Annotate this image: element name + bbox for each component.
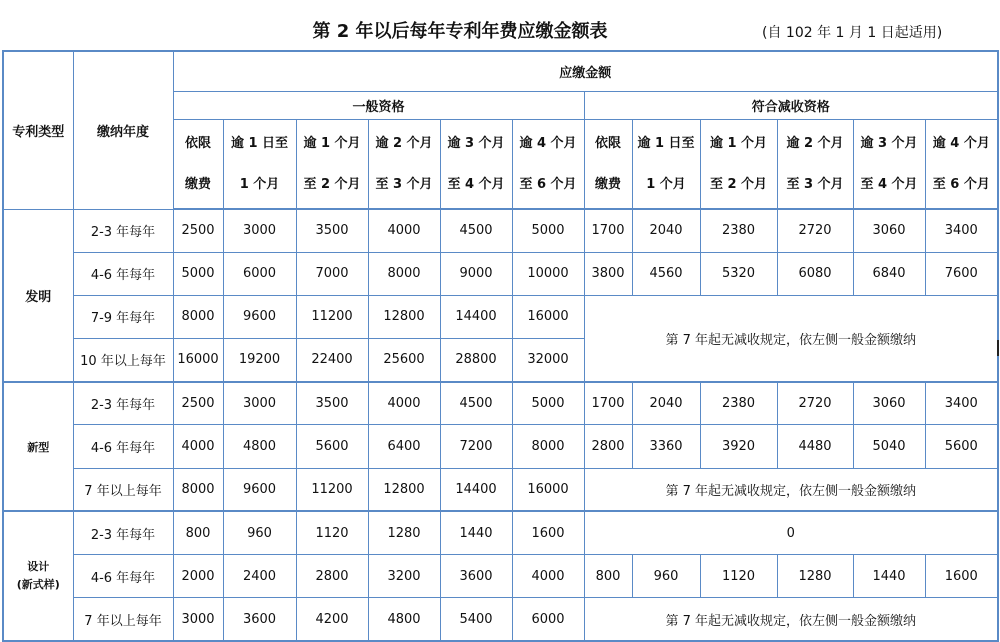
reduced-fee-cell: 3800 — [584, 252, 632, 295]
general-fee-cell: 2500 — [173, 382, 223, 425]
period-line2: 1 个月 — [646, 176, 686, 192]
general-fee-cell: 11200 — [296, 295, 368, 338]
reduced-fee-cell: 2720 — [777, 209, 853, 252]
period-line1: 逾 2 个月 — [786, 135, 844, 151]
no-reduction-note: 第 7 年起无减收规定，依左侧一般金额缴纳 — [584, 295, 998, 381]
general-fee-cell: 16000 — [173, 339, 223, 382]
reduced-fee-cell: 3360 — [632, 425, 700, 468]
general-fee-cell: 8000 — [512, 425, 584, 468]
general-fee-cell: 1600 — [512, 511, 584, 554]
period-line2: 至 4 个月 — [447, 176, 505, 192]
general-fee-cell: 6000 — [223, 252, 296, 295]
patent-type-invention: 发明 — [3, 209, 73, 382]
general-fee-cell: 1280 — [368, 511, 440, 554]
general-fee-cell: 2800 — [296, 555, 368, 598]
general-fee-cell: 3000 — [223, 382, 296, 425]
period-line1: 逾 1 日至 — [230, 135, 289, 151]
general-fee-cell: 4000 — [368, 382, 440, 425]
general-fee-cell: 3600 — [440, 555, 512, 598]
reduced-fee-cell: 2380 — [700, 209, 777, 252]
reduced-fee-cell: 3400 — [925, 382, 998, 425]
reduced-fee-cell: 1440 — [853, 555, 925, 598]
fee-table — [2, 50, 999, 642]
period-header — [700, 119, 777, 209]
period-line2: 至 4 个月 — [860, 176, 918, 192]
general-fee-cell: 5600 — [296, 425, 368, 468]
effective-date-note: (自 102 年 1 月 1 日起适用) — [762, 25, 943, 41]
period-line1: 逾 1 日至 — [637, 135, 695, 151]
reduced-fee-cell: 1700 — [584, 382, 632, 425]
general-fee-cell: 5000 — [173, 252, 223, 295]
patent-type-utility-model: 新型 — [3, 382, 73, 512]
period-line1: 逾 2 个月 — [375, 135, 433, 151]
general-fee-cell: 4500 — [440, 382, 512, 425]
general-fee-cell: 2500 — [173, 209, 223, 252]
payment-year-label: 2-3 年每年 — [73, 209, 173, 252]
general-fee-cell: 22400 — [296, 339, 368, 382]
period-header — [925, 119, 998, 209]
general-fee-cell: 19200 — [223, 339, 296, 382]
general-fee-cell: 14400 — [440, 295, 512, 338]
period-header — [440, 119, 512, 209]
payment-year-label: 4-6 年每年 — [73, 252, 173, 295]
payment-year-header: 缴纳年度 — [73, 51, 173, 209]
reduced-fee-cell: 4480 — [777, 425, 853, 468]
general-fee-cell: 3000 — [223, 209, 296, 252]
general-fee-cell: 8000 — [173, 468, 223, 511]
reduced-fee-cell: 1700 — [584, 209, 632, 252]
period-header — [777, 119, 853, 209]
reduced-fee-cell: 7600 — [925, 252, 998, 295]
general-fee-cell: 4800 — [223, 425, 296, 468]
payment-year-label: 7 年以上每年 — [73, 468, 173, 511]
table-row — [3, 511, 998, 554]
general-qualification-header: 一般资格 — [173, 91, 584, 119]
patent-type-header: 专利类型 — [3, 51, 73, 209]
patent-type-design-label: 设计 — [27, 560, 50, 574]
period-line1: 逾 4 个月 — [519, 135, 577, 151]
period-header — [368, 119, 440, 209]
period-line1: 依限 — [594, 135, 621, 151]
reduced-fee-cell: 3060 — [853, 382, 925, 425]
general-fee-cell: 9600 — [223, 468, 296, 511]
payment-year-label: 2-3 年每年 — [73, 382, 173, 425]
payment-year-label: 4-6 年每年 — [73, 425, 173, 468]
reduced-fee-cell: 1600 — [925, 555, 998, 598]
period-line1: 逾 1 个月 — [303, 135, 361, 151]
general-fee-cell: 1120 — [296, 511, 368, 554]
reduced-fee-cell: 2800 — [584, 425, 632, 468]
table-row — [3, 209, 998, 252]
table-row — [3, 295, 998, 338]
general-fee-cell: 8000 — [173, 295, 223, 338]
reduced-fee-cell: 800 — [584, 555, 632, 598]
general-fee-cell: 6400 — [368, 425, 440, 468]
general-fee-cell: 3000 — [173, 598, 223, 641]
table-row — [3, 252, 998, 295]
period-line2: 至 2 个月 — [303, 176, 361, 192]
general-fee-cell: 4000 — [512, 555, 584, 598]
reduced-fee-cell: 6840 — [853, 252, 925, 295]
period-line1: 逾 3 个月 — [447, 135, 505, 151]
no-reduction-note: 第 7 年起无减收规定，依左侧一般金额缴纳 — [584, 468, 998, 511]
general-fee-cell: 5000 — [512, 382, 584, 425]
period-header — [173, 119, 223, 209]
table-row — [3, 382, 998, 425]
general-fee-cell: 5000 — [512, 209, 584, 252]
amount-due-header: 应缴金额 — [173, 51, 998, 91]
period-line1: 逾 1 个月 — [709, 135, 768, 151]
general-fee-cell: 32000 — [512, 339, 584, 382]
period-line2: 至 3 个月 — [786, 176, 844, 192]
general-fee-cell: 11200 — [296, 468, 368, 511]
general-fee-cell: 4000 — [368, 209, 440, 252]
general-fee-cell: 1440 — [440, 511, 512, 554]
payment-year-label: 10 年以上每年 — [73, 339, 173, 382]
general-fee-cell: 2400 — [223, 555, 296, 598]
general-fee-cell: 7200 — [440, 425, 512, 468]
period-line1: 依限 — [184, 135, 211, 151]
table-row — [3, 468, 998, 511]
general-fee-cell: 14400 — [440, 468, 512, 511]
reduced-fee-cell: 2040 — [632, 209, 700, 252]
general-fee-cell: 5400 — [440, 598, 512, 641]
general-fee-cell: 3500 — [296, 382, 368, 425]
general-fee-cell: 4000 — [173, 425, 223, 468]
reduced-fee-cell: 2380 — [700, 382, 777, 425]
table-row — [3, 598, 998, 641]
reduced-fee-cell: 1120 — [700, 555, 777, 598]
table-row — [3, 425, 998, 468]
general-fee-cell: 12800 — [368, 468, 440, 511]
payment-year-label: 7-9 年每年 — [73, 295, 173, 338]
reduced-fee-cell: 3060 — [853, 209, 925, 252]
general-fee-cell: 12800 — [368, 295, 440, 338]
reduced-fee-cell: 5040 — [853, 425, 925, 468]
period-line2: 至 6 个月 — [519, 176, 577, 192]
general-fee-cell: 960 — [223, 511, 296, 554]
reduced-fee-cell: 1280 — [777, 555, 853, 598]
period-line2: 1 个月 — [239, 176, 280, 192]
general-fee-cell: 800 — [173, 511, 223, 554]
period-line2: 至 3 个月 — [375, 176, 433, 192]
general-fee-cell: 16000 — [512, 468, 584, 511]
patent-type-design-sublabel: (新式样) — [16, 578, 60, 592]
general-fee-cell: 25600 — [368, 339, 440, 382]
general-fee-cell: 2000 — [173, 555, 223, 598]
period-line1: 逾 3 个月 — [860, 135, 918, 151]
reduced-fee-cell: 960 — [632, 555, 700, 598]
reduced-fee-cell: 5320 — [700, 252, 777, 295]
general-fee-cell: 9000 — [440, 252, 512, 295]
period-header — [512, 119, 584, 209]
reduced-fee-cell: 4560 — [632, 252, 700, 295]
payment-year-label: 4-6 年每年 — [73, 555, 173, 598]
header-row — [3, 51, 998, 91]
general-fee-cell: 3600 — [223, 598, 296, 641]
no-reduction-note: 第 7 年起无减收规定，依左侧一般金额缴纳 — [584, 598, 998, 641]
payment-year-label: 7 年以上每年 — [73, 598, 173, 641]
period-line2: 至 6 个月 — [932, 176, 990, 192]
text-cursor — [997, 340, 999, 356]
reduced-fee-cell: 5600 — [925, 425, 998, 468]
period-header — [853, 119, 925, 209]
period-line1: 逾 4 个月 — [932, 135, 990, 151]
general-fee-cell: 28800 — [440, 339, 512, 382]
reduced-fee-cell: 3400 — [925, 209, 998, 252]
general-fee-cell: 6000 — [512, 598, 584, 641]
patent-type-design — [3, 511, 73, 641]
general-fee-cell: 4200 — [296, 598, 368, 641]
general-fee-cell: 10000 — [512, 252, 584, 295]
reduced-fee-zero-cell: 0 — [584, 511, 998, 554]
period-header — [223, 119, 296, 209]
general-fee-cell: 16000 — [512, 295, 584, 338]
period-header — [584, 119, 632, 209]
reduced-fee-cell: 6080 — [777, 252, 853, 295]
reduced-fee-cell: 3920 — [700, 425, 777, 468]
general-fee-cell: 3200 — [368, 555, 440, 598]
table-row — [3, 555, 998, 598]
general-fee-cell: 7000 — [296, 252, 368, 295]
general-fee-cell: 4800 — [368, 598, 440, 641]
period-header — [296, 119, 368, 209]
period-header — [632, 119, 700, 209]
general-fee-cell: 3500 — [296, 209, 368, 252]
period-line2: 缴费 — [594, 176, 621, 192]
general-fee-cell: 8000 — [368, 252, 440, 295]
period-line2: 至 2 个月 — [709, 176, 768, 192]
general-fee-cell: 4500 — [440, 209, 512, 252]
period-line2: 缴费 — [184, 176, 211, 192]
general-fee-cell: 9600 — [223, 295, 296, 338]
reduced-fee-cell: 2720 — [777, 382, 853, 425]
reduced-fee-cell: 2040 — [632, 382, 700, 425]
page-title: 第 2 年以后每年专利年费应缴金额表 — [312, 21, 608, 42]
payment-year-label: 2-3 年每年 — [73, 511, 173, 554]
reduced-qualification-header: 符合减收资格 — [584, 91, 998, 119]
